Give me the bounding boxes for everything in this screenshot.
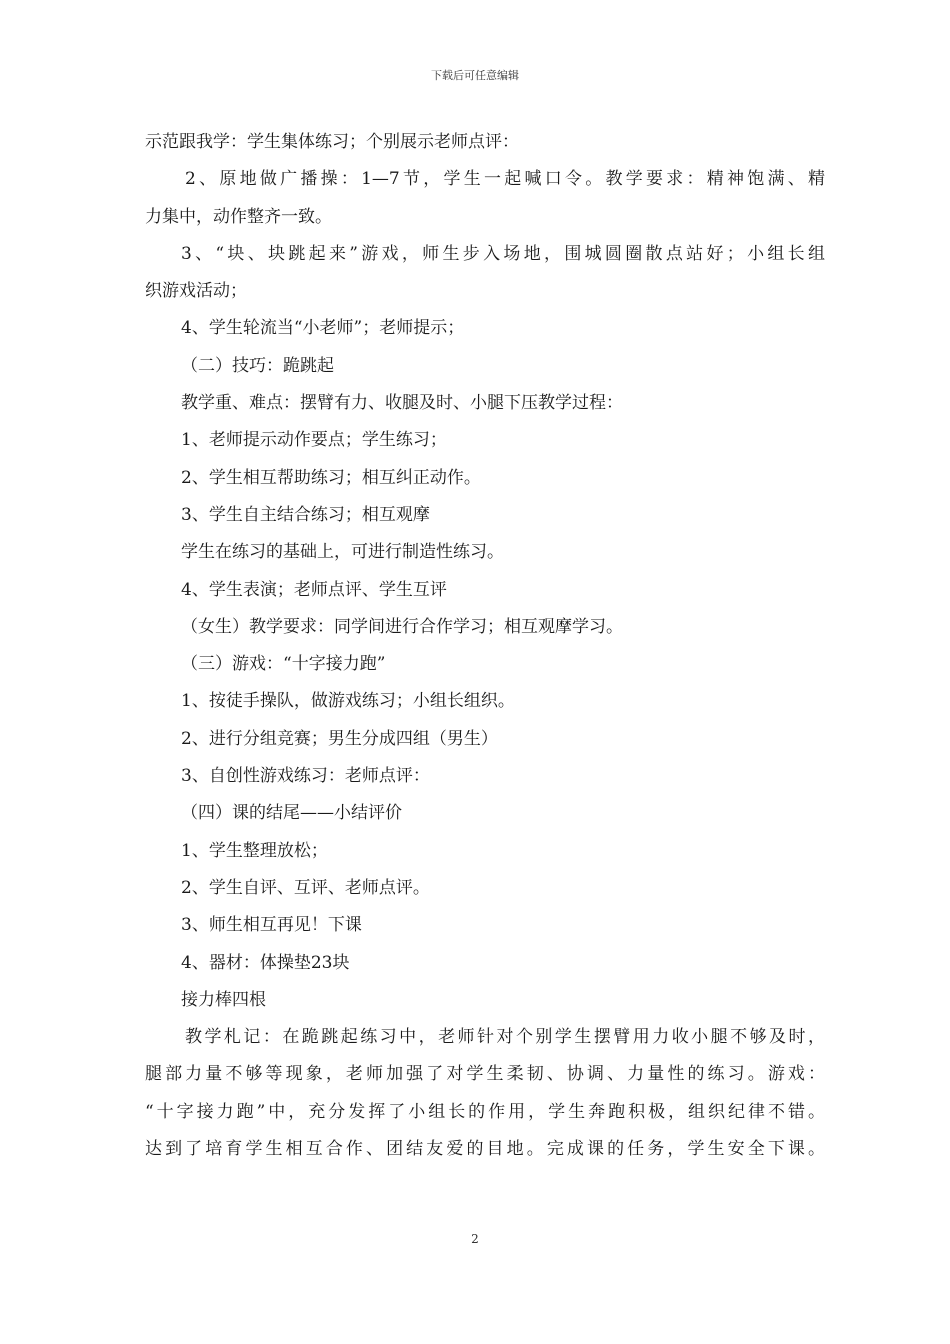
text-line: 2、学生自评、互评、老师点评。	[181, 877, 430, 898]
text-line: 3、学生自主结合练习；相互观摩	[181, 504, 430, 525]
text-line: （四）课的结尾——小结评价	[181, 803, 402, 824]
text-line: 3、自创性游戏练习：老师点评：	[181, 766, 430, 787]
page-header: 下载后可任意编辑	[431, 69, 519, 82]
text-line: 2、进行分组竞赛；男生分成四组（男生）	[181, 728, 498, 749]
text-line: “十字接力跑”中，充分发挥了小组长的作用，学生奔跑积极，组织纪律不错。	[145, 1101, 825, 1122]
text-line: 腿部力量不够等现象，老师加强了对学生柔韧、协调、力量性的练习。游戏：	[145, 1064, 825, 1085]
document-body	[145, 124, 825, 1168]
text-line: 3、“块、块跳起来”游戏，师生步入场地，围城圆圈散点站好；小组长组	[181, 243, 825, 264]
text-line: 示范跟我学：学生集体练习；个别展示老师点评：	[145, 132, 519, 152]
text-line: 3、师生相互再见！下课	[181, 915, 362, 936]
text-line: 2、原地做广播操：1—7节，学生一起喊口令。教学要求：精神饱满、精	[185, 169, 825, 190]
text-line: （二）技巧：跪跳起	[181, 355, 334, 376]
text-line: 1、按徒手操队，做游戏练习；小组长组织。	[181, 691, 515, 712]
text-line: 接力棒四根	[181, 989, 266, 1010]
text-line: 1、学生整理放松；	[181, 840, 328, 861]
text-line: 2、学生相互帮助练习；相互纠正动作。	[181, 467, 481, 488]
text-line: 4、学生轮流当“小老师”；老师提示；	[181, 318, 465, 339]
text-line: 达到了培育学生相互合作、团结友爱的目地。完成课的任务，学生安全下课。	[145, 1139, 825, 1160]
text-line: 织游戏活动；	[145, 281, 247, 302]
text-line: 4、器材：体操垫23块	[181, 952, 350, 973]
text-line: （三）游戏：“十字接力跑”	[181, 654, 386, 675]
text-line: 学生在练习的基础上，可进行制造性练习。	[181, 542, 504, 563]
text-line: 力集中，动作整齐一致。	[145, 206, 332, 227]
text-line: 4、学生表演；老师点评、学生互评	[181, 579, 447, 600]
text-line: 1、老师提示动作要点；学生练习；	[181, 430, 447, 451]
page-number: 2	[471, 1232, 479, 1246]
text-line: （女生）教学要求：同学间进行合作学习；相互观摩学习。	[181, 616, 623, 637]
text-line: 教学重、难点：摆臂有力、收腿及时、小腿下压教学过程：	[181, 393, 623, 414]
text-line: 教学札记：在跪跳起练习中，老师针对个别学生摆臂用力收小腿不够及时，	[185, 1027, 825, 1048]
